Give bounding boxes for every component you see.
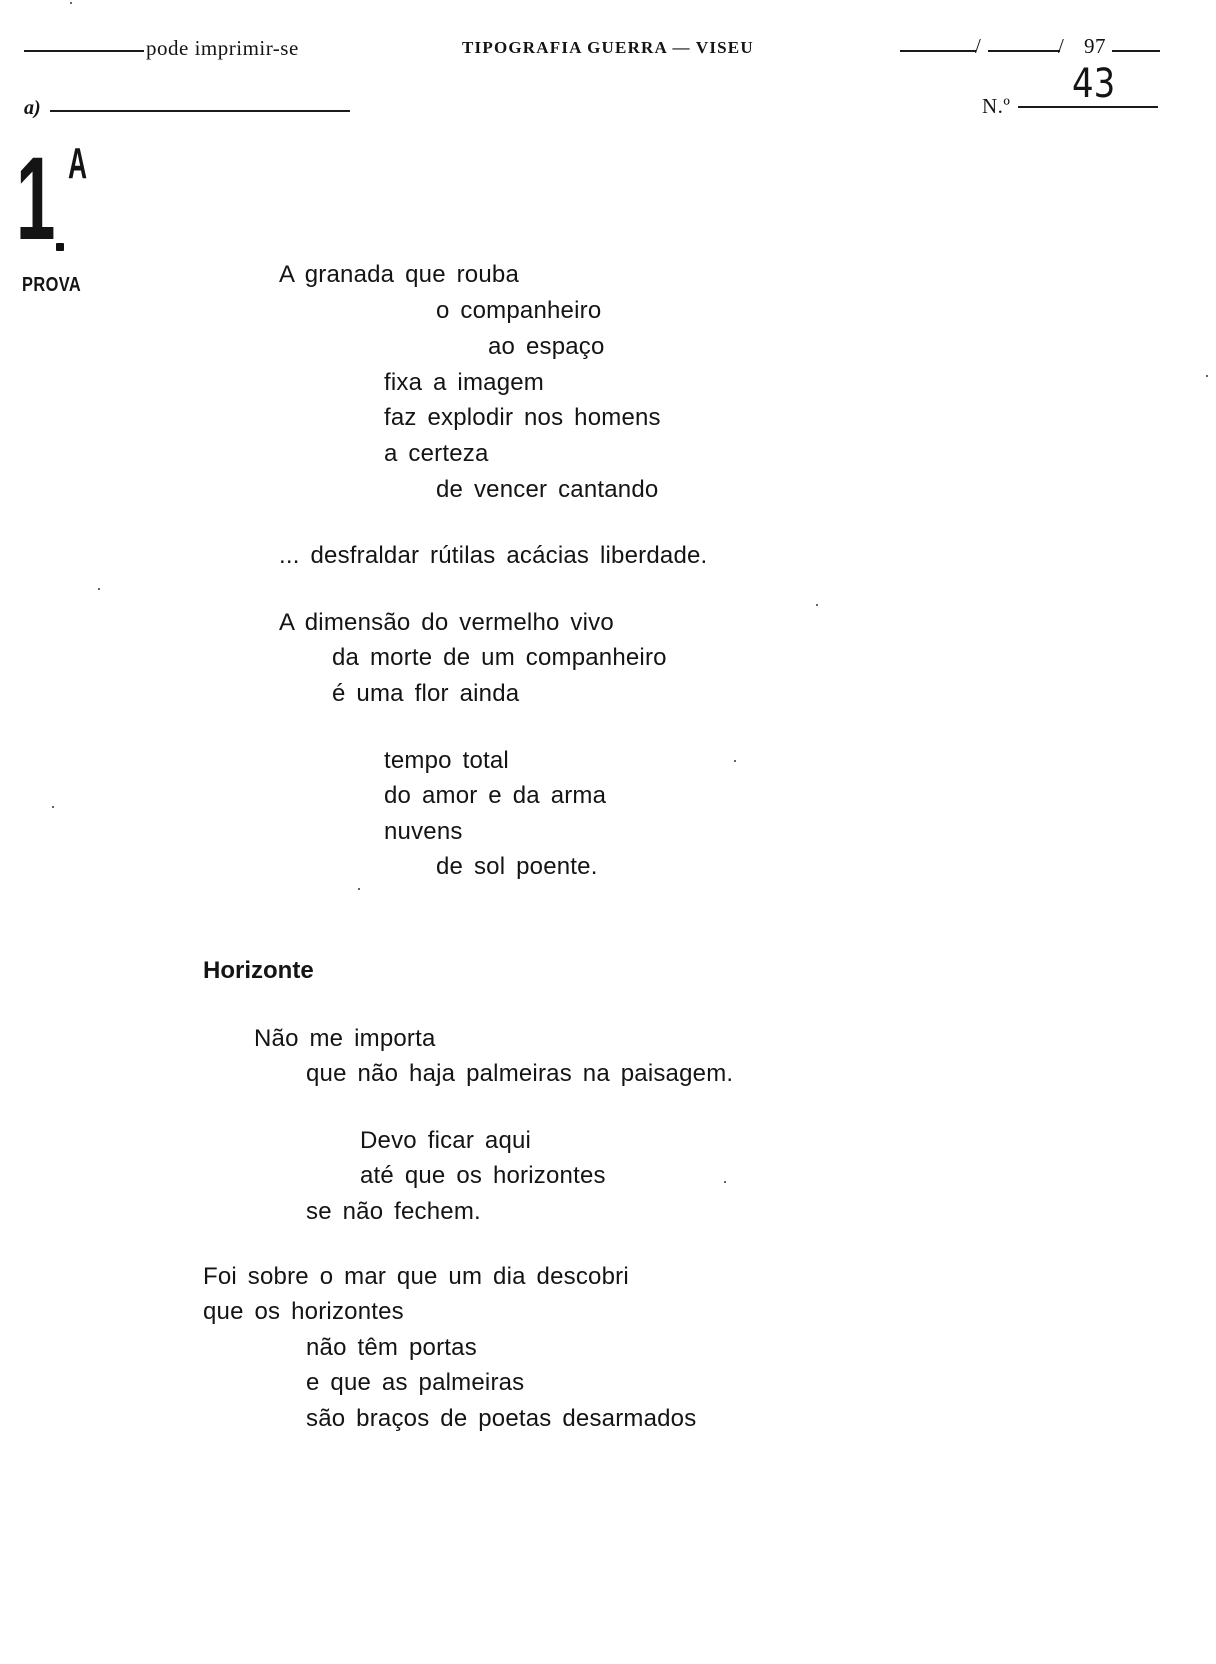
scan-speck — [52, 806, 54, 808]
number-label: N.º — [982, 94, 1011, 118]
poem-one-line: a certeza — [384, 440, 489, 467]
poem-two-line: Foi sobre o mar que um dia descobri — [203, 1263, 629, 1290]
scan-speck — [724, 1181, 726, 1183]
poem-two-line: se não fechem. — [306, 1198, 481, 1225]
poem-two-line: que não haja palmeiras na paisagem. — [306, 1060, 734, 1087]
poem-two-line: e que as palmeiras — [306, 1369, 525, 1396]
poem-one-line: é uma flor ainda — [332, 680, 520, 707]
date-slash-1: / — [975, 34, 982, 58]
poem-one-line: faz explodir nos homens — [384, 404, 661, 431]
handwritten-number: 43 — [1072, 61, 1116, 107]
date-slash-2: / — [1058, 34, 1065, 58]
poem-two-line: são braços de poetas desarmados — [306, 1405, 697, 1432]
poem-two-line: não têm portas — [306, 1334, 477, 1361]
date-month-blank — [988, 50, 1060, 52]
proof-numeral: 1 — [16, 133, 56, 265]
date-day-blank — [900, 50, 976, 52]
poem-one-line: A dimensão do vermelho vivo — [279, 609, 614, 636]
proof-dot — [56, 243, 64, 251]
scan-speck — [358, 888, 360, 890]
field-a-blank-line — [50, 110, 350, 112]
poem-one-line: da morte de um companheiro — [332, 644, 667, 671]
poem-one-line: tempo total — [384, 747, 509, 774]
poem-two-line: até que os horizontes — [360, 1162, 606, 1189]
authorization-text: pode imprimir-se — [146, 36, 299, 60]
scan-speck — [734, 760, 736, 762]
poem-one-line: ao espaço — [488, 333, 605, 360]
field-a-label: a) — [24, 97, 41, 119]
printer-name: TIPOGRAFIA GUERRA — VISEU — [462, 38, 754, 57]
date-year: 97 — [1084, 34, 1106, 58]
poem-one-line: de vencer cantando — [436, 476, 659, 503]
poem-one-line: nuvens — [384, 818, 463, 845]
proof-superscript: A — [68, 139, 88, 188]
poem-one-line: A granada que rouba — [279, 261, 519, 288]
poem-one-line: fixa a imagem — [384, 369, 544, 396]
poem-one-line: o companheiro — [436, 297, 602, 324]
poem-two-line: que os horizontes — [203, 1298, 404, 1325]
scan-speck — [816, 604, 818, 606]
authorization-blank-line — [24, 50, 144, 52]
scan-speck — [70, 2, 72, 4]
poem-one-line: do amor e da arma — [384, 782, 607, 809]
poem-two-title: Horizonte — [203, 957, 314, 984]
poem-one-line: de sol poente. — [436, 853, 598, 880]
proof-word: PROVA — [22, 274, 82, 296]
scan-speck — [1206, 375, 1208, 377]
scan-speck — [98, 588, 100, 590]
poem-two-line: Devo ficar aqui — [360, 1127, 532, 1154]
poem-one-line: ... desfraldar rútilas acácias liberdade. — [279, 542, 708, 569]
date-year-trailing-line — [1112, 50, 1160, 52]
poem-two-line: Não me importa — [254, 1025, 436, 1052]
